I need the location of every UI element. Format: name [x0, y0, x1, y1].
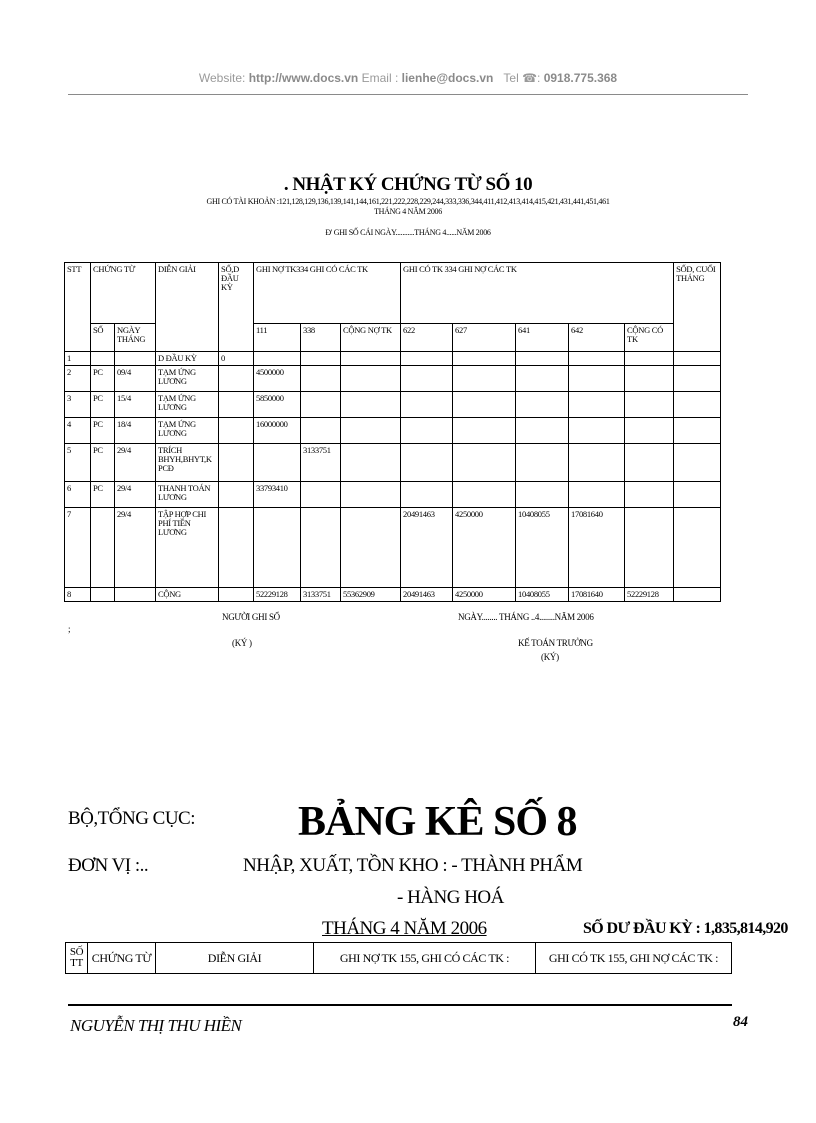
report-col-ghi-no: GHI NỢ TK 155, GHI CÓ CÁC TK :: [314, 943, 536, 974]
table-cell: [569, 482, 625, 508]
table-cell: TẠM ỨNG LƯƠNG: [156, 392, 219, 418]
table-cell: [401, 418, 453, 444]
chief-label: KẾ TOÁN TRƯỞNG: [518, 638, 593, 648]
table-cell: [401, 482, 453, 508]
table-cell: [254, 508, 301, 588]
table-cell: [674, 444, 721, 482]
table-subheader-row: [65, 324, 721, 352]
table-header-row: [65, 263, 721, 324]
table-cell: [219, 444, 254, 482]
table-cell: [569, 444, 625, 482]
report-table: [65, 942, 732, 974]
table-cell: [219, 508, 254, 588]
table-cell: [516, 392, 569, 418]
table-cell: [341, 352, 401, 366]
table-cell: [301, 508, 341, 588]
footer-divider: [68, 1004, 732, 1006]
table-row: [65, 418, 721, 444]
table-cell: [625, 392, 674, 418]
table-cell: [453, 392, 516, 418]
table-cell: 4250000: [453, 508, 516, 588]
journal-month: THÁNG 4 NĂM 2006: [374, 207, 442, 216]
ministry-label: BỘ,TỔNG CỤC:: [68, 808, 196, 829]
table-cell: PC: [91, 482, 115, 508]
table-cell: [341, 444, 401, 482]
table-cell: 09/4: [115, 366, 156, 392]
table-cell: 0: [219, 352, 254, 366]
table-cell: [516, 352, 569, 366]
table-cell: 7: [65, 508, 91, 588]
table-cell: [569, 392, 625, 418]
col-tk641: 641: [516, 324, 569, 352]
table-cell: 10408055: [516, 508, 569, 588]
table-cell: 55362909: [341, 588, 401, 602]
table-cell: 29/4: [115, 482, 156, 508]
table-cell: 2: [65, 366, 91, 392]
table-cell: [569, 418, 625, 444]
table-cell: TẠM ỨNG LƯƠNG: [156, 366, 219, 392]
table-cell: [401, 444, 453, 482]
col-dien-giai: DIỄN GIẢI: [156, 263, 219, 324]
table-cell: [625, 444, 674, 482]
table-cell: 52229128: [254, 588, 301, 602]
date-line: NGÀY........ THÁNG ..4........NĂM 2006: [458, 612, 594, 622]
table-cell: [115, 352, 156, 366]
table-cell: TRÍCH BHYH,BHYT,K PCĐ: [156, 444, 219, 482]
journal-subtitle: GHI CÓ TÀI KHOẢN :121,128,129,136,139,141,144,161,221,222,228,229,244,333,336,344,411,412,413,414,415,421,431,441,451,461: [206, 197, 610, 206]
table-cell: [674, 588, 721, 602]
col-so-du-dau-ky: SỐ,D ĐẦU KỲ: [219, 263, 254, 324]
table-cell: [674, 482, 721, 508]
col-ghi-co: GHI CÓ TK 334 GHI NỢ CÁC TK: [401, 263, 674, 324]
page-number: 84: [733, 1014, 748, 1030]
table-cell: 15/4: [115, 392, 156, 418]
table-row: [65, 366, 721, 392]
table-cell: PC: [91, 366, 115, 392]
table-cell: [401, 366, 453, 392]
header-divider: [68, 94, 748, 95]
email-label: Email :: [361, 71, 399, 85]
table-cell: [453, 418, 516, 444]
table-cell: 8: [65, 588, 91, 602]
col-tk338: 338: [301, 324, 341, 352]
table-cell: [453, 352, 516, 366]
report-title: BẢNG KÊ SỐ 8: [298, 799, 577, 845]
table-cell: [219, 392, 254, 418]
col-tk627: 627: [453, 324, 516, 352]
table-cell: [569, 366, 625, 392]
report-header-row: [66, 943, 732, 974]
table-cell: 3133751: [301, 588, 341, 602]
table-cell: [219, 482, 254, 508]
table-cell: [254, 352, 301, 366]
table-row: [65, 508, 721, 588]
table-cell: [401, 392, 453, 418]
report-col-dien-giai: DIỄN GIẢI: [156, 943, 314, 974]
report-month: THÁNG 4 NĂM 2006: [322, 918, 487, 939]
journal-table: [64, 262, 721, 602]
report-col-ghi-co: GHI CÓ TK 155, GHI NỢ CÁC TK :: [536, 943, 732, 974]
tel-label: Tel ☎:: [503, 71, 541, 85]
table-cell: [453, 482, 516, 508]
table-cell: [254, 444, 301, 482]
table-cell: PC: [91, 418, 115, 444]
table-cell: 4500000: [254, 366, 301, 392]
table-cell: [301, 482, 341, 508]
unit-label: ĐƠN VỊ :..: [68, 855, 149, 876]
table-cell: [625, 418, 674, 444]
chief-sign: (KÝ): [541, 652, 559, 662]
table-row: [65, 482, 721, 508]
table-cell: 18/4: [115, 418, 156, 444]
table-cell: [674, 508, 721, 588]
opening-balance: SỐ DƯ ĐẦU KỲ : 1,835,814,920: [583, 920, 788, 937]
table-cell: [625, 482, 674, 508]
website-header: [0, 71, 816, 85]
col-ghi-no: GHI NỢ TK334 GHI CÓ CÁC TK: [254, 263, 401, 324]
table-cell: CỘNG: [156, 588, 219, 602]
table-cell: PC: [91, 392, 115, 418]
table-cell: TẬP HỢP CHI PHÍ TIỀN LƯƠNG: [156, 508, 219, 588]
website-url[interactable]: http://www.docs.vn: [248, 71, 359, 85]
table-cell: 16000000: [254, 418, 301, 444]
table-cell: 3133751: [301, 444, 341, 482]
table-cell: [115, 588, 156, 602]
table-cell: [516, 418, 569, 444]
table-cell: [341, 508, 401, 588]
tel-number: 0918.775.368: [543, 71, 618, 85]
table-cell: [453, 444, 516, 482]
table-cell: 1: [65, 352, 91, 366]
table-cell: [341, 418, 401, 444]
table-cell: [301, 392, 341, 418]
stray-semicolon: ;: [68, 624, 71, 634]
col-ngay-thang: NGÀY THÁNG: [115, 324, 156, 352]
maker-label: NGƯỜI GHI SỔ: [222, 612, 280, 622]
table-cell: THANH TOÁN LƯƠNG: [156, 482, 219, 508]
table-cell: [341, 366, 401, 392]
table-cell: [625, 352, 674, 366]
table-cell: [219, 366, 254, 392]
table-cell: [219, 588, 254, 602]
table-cell: 29/4: [115, 444, 156, 482]
table-cell: D ĐẦU KỲ: [156, 352, 219, 366]
col-cong-co: CỘNG CÓ TK: [625, 324, 674, 352]
col-tk622: 622: [401, 324, 453, 352]
table-cell: [516, 482, 569, 508]
table-cell: 17081640: [569, 588, 625, 602]
col-tk111: 111: [254, 324, 301, 352]
table-cell: [91, 588, 115, 602]
col-tk642: 642: [569, 324, 625, 352]
maker-sign: (KÝ ): [232, 638, 252, 648]
col-cong-no: CỘNG NỢ TK: [341, 324, 401, 352]
table-cell: 10408055: [516, 588, 569, 602]
table-cell: [301, 366, 341, 392]
report-line1: NHẬP, XUẤT, TỒN KHO : - THÀNH PHẨM: [243, 855, 583, 876]
table-cell: 3: [65, 392, 91, 418]
report-line2: - HÀNG HOÁ: [397, 887, 504, 908]
table-cell: [569, 352, 625, 366]
table-cell: 29/4: [115, 508, 156, 588]
table-cell: 33793410: [254, 482, 301, 508]
report-col-stt: SỐ TT: [66, 943, 88, 974]
table-cell: [625, 508, 674, 588]
table-row: [65, 392, 721, 418]
table-cell: [516, 444, 569, 482]
table-cell: 20491463: [401, 508, 453, 588]
table-cell: [516, 366, 569, 392]
table-cell: 4: [65, 418, 91, 444]
col-so-du-cuoi: SỐD, CUỐI THÁNG: [674, 263, 721, 324]
table-cell: [91, 352, 115, 366]
table-cell: 6: [65, 482, 91, 508]
email-link[interactable]: lienhe@docs.vn: [401, 71, 494, 85]
table-cell: 5850000: [254, 392, 301, 418]
col-stt: STT: [65, 263, 91, 352]
table-row: [65, 444, 721, 482]
table-cell: [453, 366, 516, 392]
table-cell: TẠM ỨNG LƯƠNG: [156, 418, 219, 444]
table-cell: [674, 392, 721, 418]
website-label: Website:: [198, 71, 246, 85]
col-so: SỐ: [91, 324, 115, 352]
table-cell: [91, 508, 115, 588]
table-cell: PC: [91, 444, 115, 482]
table-cell: [219, 418, 254, 444]
table-cell: 5: [65, 444, 91, 482]
table-cell: [341, 392, 401, 418]
journal-ledger-note: Đ' GHI SỐ CÁI NGÀY...........THÁNG 4......NĂM 2006: [325, 228, 491, 237]
table-cell: [674, 352, 721, 366]
table-row: [65, 352, 721, 366]
table-cell: [625, 366, 674, 392]
table-cell: 20491463: [401, 588, 453, 602]
table-cell: [301, 418, 341, 444]
col-chung-tu: CHỨNG TỪ: [91, 263, 156, 324]
table-cell: 17081640: [569, 508, 625, 588]
table-row: [65, 588, 721, 602]
journal-title: . NHẬT KÝ CHỨNG TỪ SỐ 10: [283, 174, 533, 195]
table-cell: [674, 418, 721, 444]
table-cell: 52229128: [625, 588, 674, 602]
table-cell: 4250000: [453, 588, 516, 602]
table-cell: [341, 482, 401, 508]
table-cell: [301, 352, 341, 366]
table-cell: [674, 366, 721, 392]
author-name: NGUYỄN THỊ THU HIỀN: [70, 1016, 242, 1035]
table-cell: [401, 352, 453, 366]
report-col-chung-tu: CHỨNG TỪ: [88, 943, 156, 974]
